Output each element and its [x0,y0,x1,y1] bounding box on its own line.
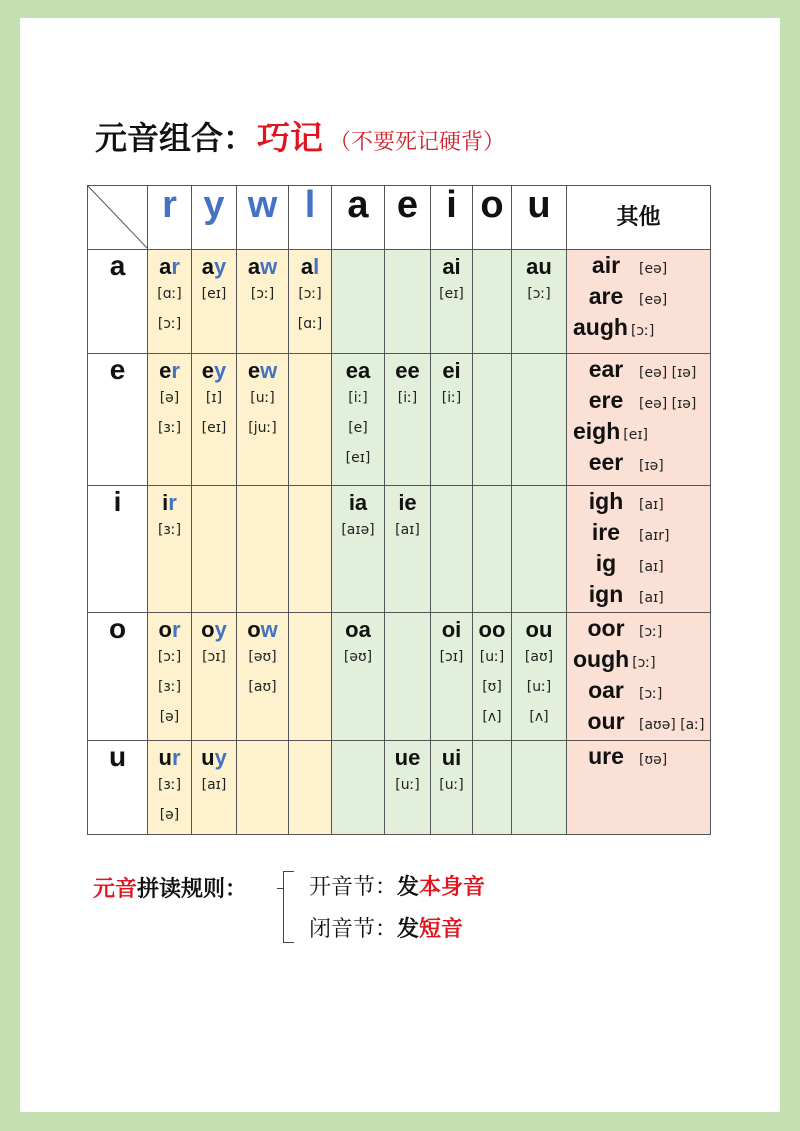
header-row [88,186,711,250]
table-row-o [88,613,711,741]
letter-combination: ou [525,617,553,642]
table-cell [237,741,289,835]
table-cell [148,741,192,835]
other-combination-item: ign [aɪ] [588,581,664,607]
phonetic-symbol: [iː] [441,390,462,406]
other-combinations-cell [567,250,711,354]
table-cell [192,613,237,741]
phonetic-symbol: [ɪ] [205,390,223,406]
table-cell [192,741,237,835]
table-cell [332,354,385,486]
rule-open-syllable: 开音节：发本身音 [309,874,486,900]
phonetic-symbol: [eɪ] [345,450,371,466]
letter-combination: ei [442,358,461,383]
phonetic-symbol: [ɔː] [250,286,275,302]
table-row-i [88,486,711,613]
col-header-a: a [332,186,385,250]
col-header-other: 其他 [567,186,711,250]
letter-combination: ie [398,490,417,515]
phonetic-symbol: [ɑː] [297,316,323,332]
other-combination-item: ure [ʊə] [588,743,668,769]
table-cell [148,486,192,613]
table-cell [512,354,567,486]
phonetic-symbol: [ɔː] [298,286,322,302]
table-row-e [88,354,711,486]
table-row-a [88,250,711,354]
col-header-i: i [431,186,473,250]
table-cell [332,741,385,835]
table-cell [473,354,512,486]
table-cell [148,354,192,486]
phonetic-symbol: [aɪ] [201,777,227,793]
other-combination-item: our [aʊə] [aː] [587,708,705,734]
other-combination-item: ire [aɪr] [591,519,670,545]
letter-combination: ur [158,745,181,770]
title-subtitle: （不要死记硬背） [329,130,506,155]
col-header-y: y [192,186,237,250]
col-header-w: w [237,186,289,250]
col-header-r: r [148,186,192,250]
col-header-l: l [289,186,332,250]
rule-closed-syllable: 闭音节：发短音 [309,916,464,942]
table-cell [473,613,512,741]
letter-combination: ue [394,745,421,770]
table-cell [473,486,512,613]
letter-combination: ai [442,254,461,279]
table-cell [192,250,237,354]
letter-combination: ir [162,490,177,515]
phonetic-symbol: [ɔː] [157,316,182,332]
table-cell [192,486,237,613]
phonetic-symbol: [ʌ] [482,709,502,725]
phonetic-symbol: [ə] [159,709,180,725]
table-cell [148,613,192,741]
phonetic-symbol: [juː] [248,420,277,436]
phonetic-symbol: [ɜː] [157,777,182,793]
phonetic-symbol: [ɑː] [157,286,182,302]
letter-combination: ea [345,358,371,383]
phonetic-symbol: [uː] [250,390,275,406]
title-main: 元音组合： [95,119,256,157]
other-combination-item: are [eə] [588,283,668,309]
phonetic-symbol: [ɜː] [157,420,182,436]
phonetic-symbol: [eɪ] [439,286,464,302]
other-combination-item: ough [ɔː] [573,646,656,672]
phonetic-symbol: [ɔː] [527,286,551,302]
brace-icon [283,871,294,943]
table-cell [431,741,473,835]
letter-combination: ui [441,745,462,770]
other-combination-item: oor [ɔː] [587,615,663,641]
phonetic-symbol: [ə] [159,807,180,823]
letter-combination: oi [441,617,462,642]
phonetic-symbol: [ɔɪ] [202,649,226,665]
phonetic-symbol: [iː] [397,390,418,406]
letter-combination: oo [478,617,506,642]
phonetic-symbol: [ɔɪ] [439,649,464,665]
letter-combination: ia [348,490,368,515]
letter-combination: or [158,617,181,642]
table-cell [148,250,192,354]
phonetic-symbol: [ɜː] [157,679,182,695]
letter-combination: oa [345,617,371,642]
row-label: u [88,741,148,835]
table-cell [385,613,431,741]
table-cell [385,354,431,486]
phonetic-symbol: [aɪə] [341,522,375,538]
letter-combination: uy [201,745,227,770]
row-label: a [88,250,148,354]
table-cell [431,250,473,354]
other-combination-item: air [eə] [591,252,668,278]
other-combination-item: ear [eə] [ɪə] [588,356,697,382]
table-cell [431,613,473,741]
other-combination-item: oar [ɔː] [588,677,663,703]
table-cell [289,354,332,486]
diagonal-line-icon [88,186,148,249]
letter-combination: ar [159,254,180,279]
other-combination-item: eigh [eɪ] [573,418,649,444]
table-cell [237,486,289,613]
phonetic-symbol: [əʊ] [343,649,373,665]
page-title [95,112,505,159]
rules-label: 元音拼读规则： [93,876,248,902]
letter-combination: au [526,254,552,279]
table-cell [385,486,431,613]
table-cell [332,613,385,741]
phonetic-symbol: [uː] [439,777,464,793]
table-cell [473,250,512,354]
phonetic-symbol: [əʊ] [248,649,277,665]
phonetic-symbol: [ə] [159,390,180,406]
letter-combination: ow [247,617,278,642]
table-cell [512,741,567,835]
table-cell [192,354,237,486]
letter-combination: ay [201,254,227,279]
table-cell [289,250,332,354]
vowel-combination-table [87,185,711,835]
phonetic-symbol: [ʌ] [529,709,549,725]
other-combination-item: ere [eə] [ɪə] [588,387,697,413]
phonetic-symbol: [e] [348,420,368,436]
phonetic-symbol: [aɪ] [395,522,420,538]
other-combinations-cell [567,486,711,613]
row-label: e [88,354,148,486]
phonetic-symbol: [uː] [479,649,505,665]
other-combination-item: augh [ɔː] [573,314,655,340]
phonetic-symbol: [ʊ] [482,679,502,695]
letter-combination: aw [247,254,278,279]
table-cell [431,486,473,613]
title-highlight: 巧记 [257,118,324,157]
other-combinations-cell [567,741,711,835]
phonetic-symbol: [aʊ] [248,679,277,695]
other-combination-item: igh [aɪ] [588,488,664,514]
table-cell [512,613,567,741]
table-cell [332,486,385,613]
table-cell [237,354,289,486]
phonetic-symbol: [eɪ] [201,286,227,302]
other-combinations-cell [567,613,711,741]
letter-combination: ey [201,358,227,383]
col-header-e: e [385,186,431,250]
phonetic-symbol: [uː] [395,777,420,793]
col-header-u: u [512,186,567,250]
other-combinations-cell [567,354,711,486]
phonetic-symbol: [eɪ] [201,420,227,436]
row-label: o [88,613,148,741]
table-cell [385,250,431,354]
table-cell [431,354,473,486]
other-combination-item: eer [ɪə] [588,449,664,475]
letter-combination: oy [201,617,227,642]
corner-cell [88,186,148,250]
col-header-o: o [473,186,512,250]
phonetic-symbol: [uː] [526,679,552,695]
table-cell [385,741,431,835]
table-cell [473,741,512,835]
phonetic-symbol: [iː] [348,390,368,406]
letter-combination: ee [395,358,420,383]
letter-combination: ew [247,358,278,383]
table-cell [289,741,332,835]
letter-combination: er [159,358,180,383]
phonetic-symbol: [ɔː] [157,649,182,665]
table-cell [512,486,567,613]
table-cell [237,613,289,741]
table-cell [512,250,567,354]
letter-combination: al [300,254,320,279]
row-label: i [88,486,148,613]
table-cell [289,613,332,741]
phonetic-symbol: [ɜː] [157,522,182,538]
table-row-u [88,741,711,835]
phonetic-symbol: [aʊ] [524,649,554,665]
table-cell [237,250,289,354]
other-combination-item: ig [aɪ] [595,550,664,576]
table-cell [289,486,332,613]
table-cell [332,250,385,354]
